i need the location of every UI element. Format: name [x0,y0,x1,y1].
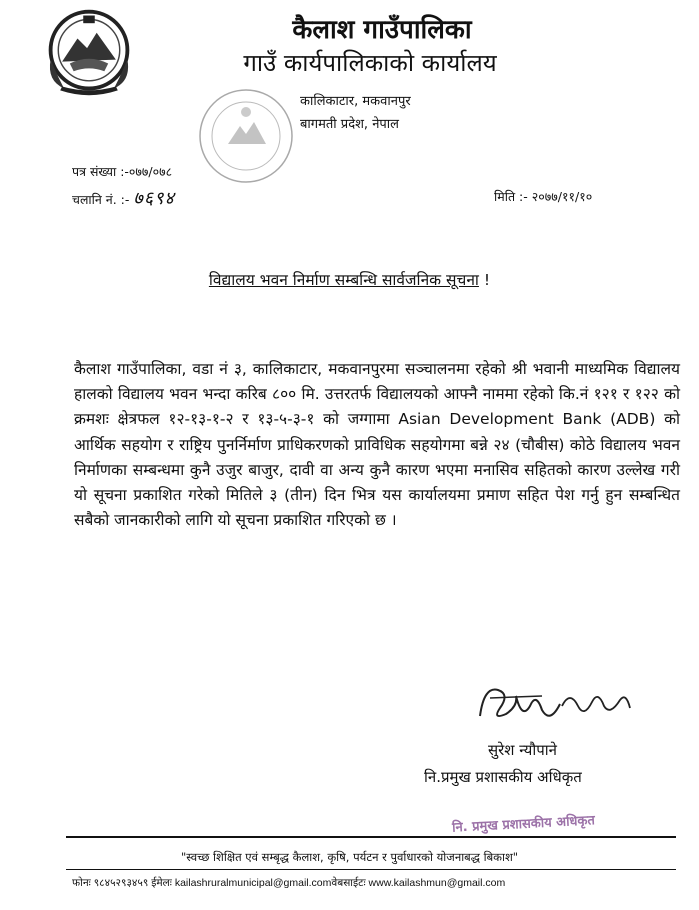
notice-body: कैलाश गाउँपालिका, वडा नं ३, कालिकाटार, मकवानपुरमा सञ्चालनमा रहेको श्री भवानी माध्यमिक विद्यालय हालको विद्यालय भवन भन्दा करिब ८०० मि. उत्तरतर्फ विद्यालयको आफ्नै नाममा रहेको कि.नं १२१ र १२२ को क्रमशः क्षेत्रफल १२-१३-१-२ र १३-५-३-१ को जग्गामा Asian Development Bank (ADB) को आर्थिक सहयोग र राष्ट्रिय पुनर्निर्माण प्राधिकरणको प्राविधिक सहयोगमा बन्ने २४ (चौबीस) कोठे विद्यालय भवन निर्माणका सम्बन्धमा कुनै उजुर बाजुर, दावी वा अन्य कुनै कारण भएमा मनासिव सहितको कारण उल्लेख गरी यो सूचना प्रकाशित गरेको मितिले ३ (तीन) दिन भित्र यस कार्यालयमा प्रमाण सहित पेश गर्नु हुन सम्बन्धित सबैको जानकारीको लागि यो सूचना प्रकाशित गरिएको छ । [74,360,681,530]
dispatch-number [72,186,175,210]
dispatch-number-label: चलानि नं. :- [72,192,130,207]
footer-motto: "स्वच्छ शिक्षित एवं सम्बृद्ध कैलाश, कृषि, पर्यटन र पुर्वाधारको योजनाबद्ध बिकाश" [180,850,519,864]
notice-subject-suffix: ! [478,271,491,289]
nepal-emblem-logo [40,4,138,100]
date [494,188,592,205]
signatory-designation: नि.प्रमुख प्रशासकीय अधिकृत [424,768,582,786]
office-seal-stamp [196,86,296,186]
phone-label: फोनः [72,877,91,889]
letter-number-label: पत्र संख्या :- [72,164,129,179]
dispatch-number-value: ७६९४ [133,188,175,209]
notice-subject [0,268,699,290]
website-label: वेबसाईटः [331,877,366,889]
email-label: ईमेलः [151,877,172,889]
designation-rubber-stamp: नि. प्रमुख प्रशासकीय अधिकृत [451,813,596,836]
handwritten-signature [470,676,640,732]
notice-subject-text: विद्यालय भवन निर्माण सम्बन्धि सार्वजनिक सूचना [208,271,479,289]
address-line-1: कालिकाटार, मकवानपुर [300,94,411,109]
date-label: मिति :- [494,189,528,204]
phone-value: ९८४५२९३४५९ [93,877,149,889]
footer-contact [72,876,505,890]
email-value: kailashruralmunicipal@gmail.com [174,877,332,889]
date-value: २०७७/११/१० [531,189,593,204]
footer-divider-bottom [66,869,676,870]
office-title: कैलाश गाउँपालिका [292,15,472,45]
letter-number-value: ०७७/०७८ [128,164,173,179]
address-line-2: बागमती प्रदेश, नेपाल [300,117,399,132]
office-subtitle: गाउँ कार्यपालिकाको कार्यालय [243,49,497,77]
footer-divider-top [66,836,676,838]
letter-number [72,163,172,180]
signatory-name: सुरेश न्यौपाने [488,741,557,759]
website-value: www.kailashmun@gmail.com [368,877,506,889]
